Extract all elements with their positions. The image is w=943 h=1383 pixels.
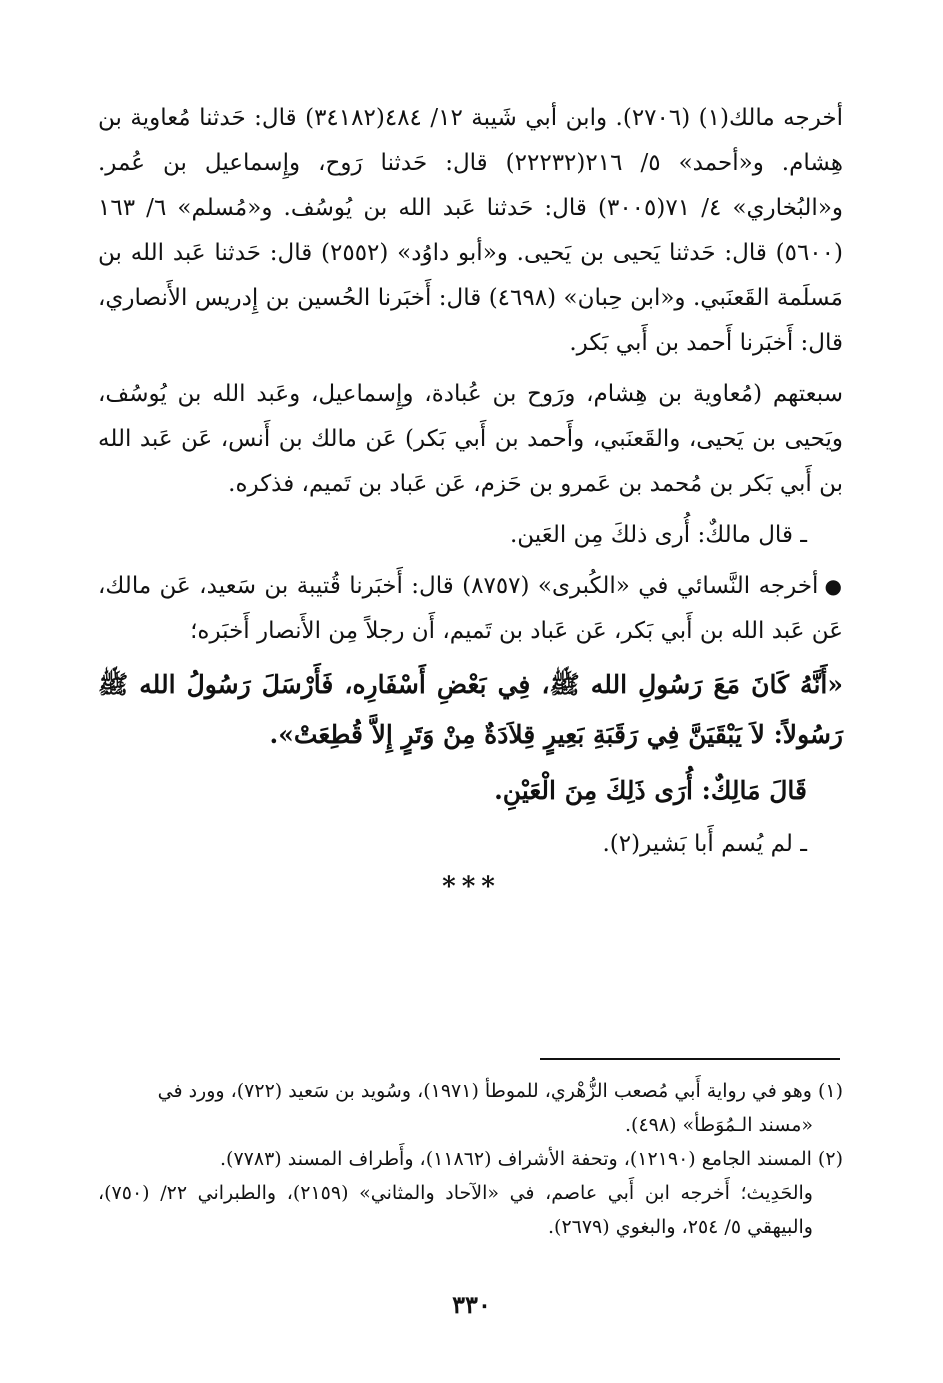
hadith-malik-comment-text: قَالَ مَالِكٌ: أُرَى ذَلِكَ مِنَ الْعَيْنِ. — [494, 776, 807, 805]
footnotes — [98, 1074, 843, 1244]
footnote-1 — [98, 1074, 843, 1142]
nasai-paragraph — [98, 564, 843, 654]
footnote-1-line-1: (١) وهو في رواية أَبي مُصعب الزُّهْري، للموطأ (١٩٧١)، وسُويد بن سَعيد (٧٢٢)، وورد في — [157, 1080, 843, 1102]
footnote-2-line-1: (٢) المسند الجامع (١٢١٩٠)، وتحفة الأشراف (١١٨٦٢)، وأَطراف المسند (٧٧٨٣). — [220, 1148, 843, 1170]
malik-comment-text: ـ قال مالكٌ: أُرى ذلكَ مِن العَين. — [509, 522, 807, 548]
footnote-1-line-2: «مسند الـمُوَطأ» (٤٩٨). — [625, 1114, 813, 1136]
bullet-icon: ● — [824, 574, 843, 598]
hadith-malik-comment — [98, 766, 843, 816]
footnote-2-line-2: والحَدِيث؛ أَخرجه ابن أَبي عاصم، في «الآحاد والمثاني» (٢١٥٩)، والطبراني ٢٢/ (٧٥٠)، والبيهقي ٥/ ٢٥٤، والبغوي (٢٦٧٩). — [98, 1182, 813, 1238]
page-number: ٣٣٠ — [452, 1290, 491, 1319]
takhrij-paragraph: أخرجه مالك(١) (٢٧٠٦). وابن أبي شَيبة ١٢/ ٤٨٤(٣٤١٨٢) قال: حَدثنا مُعاوية بن هِشام. و«أحمد» ٥/ ٢١٦(٢٢٢٣٢) قال: حَدثنا رَوح، وإِسماعيل بن عُمر. و«البُخاري» ٤/ ٧١(٣٠٠٥) قال: حَدثنا عَبد الله بن يُوسُف. و«مُسلم» ٦/ ١٦٣ (٥٦٠٠) قال: حَدثنا يَحيى بن يَحيى. و«أبو داوُد» (٢٥٥٢) قال: حَدثنا عَبد الله بن مَسلَمة القَعنَبي. و«ابن حِبان» (٤٦٩٨) قال: أَخبَرنا الحُسين بن إِدريس الأَنصاري، قال: أَخبَرنا أَحمد بن أَبي بَكر. — [98, 105, 844, 356]
footnote-2-continuation — [98, 1176, 843, 1244]
footnote-divider — [540, 1058, 840, 1060]
unnamed-note — [98, 822, 843, 867]
section-separator: *** — [442, 872, 501, 902]
nasai-paragraph-text: أخرجه النَّسائي في «الكُبرى» (٨٧٥٧) قال: أَخبَرنا قُتيبة بن سَعيد، عَن مالك، عَن عَبد الله بن أَبي بَكر، عَن عَباد بن تَميم، أَن رجلاً مِن الأَنصار أَخبَره؛ — [98, 573, 843, 644]
footnote-2 — [98, 1142, 843, 1176]
unnamed-note-text: ـ لم يُسم أَبا بَشير(٢). — [602, 831, 807, 857]
isnad-summary-paragraph: سبعتهم (مُعاوية بن هِشام، ورَوح بن عُبادة، وإِسماعيل، وعَبد الله بن يُوسُف، ويَحيى بن يَحيى، والقَعنَبي، وأَحمد بن أَبي بَكر) عَن مالك بن أَنس، عَن عَبد الله بن أَبي بَكر بن مُحمد بن عَمرو بن حَزم، عَن عَباد بن تَميم، فذكره. — [98, 381, 843, 497]
main-text — [98, 96, 843, 867]
malik-comment — [98, 513, 843, 558]
hadith-text: «أَنَّهُ كَانَ مَعَ رَسُولِ الله ﷺ، فِي بَعْضِ أَسْفَارِه، فَأَرْسَلَ رَسُولُ الله ﷺ رَسُولاً: لاَ يَبْقَيَنَّ فِي رَقَبَةِ بَعِيرٍ قِلاَدَةٌ مِنْ وَتَرٍ إِلاَّ قُطِعَتْ». — [98, 670, 843, 749]
